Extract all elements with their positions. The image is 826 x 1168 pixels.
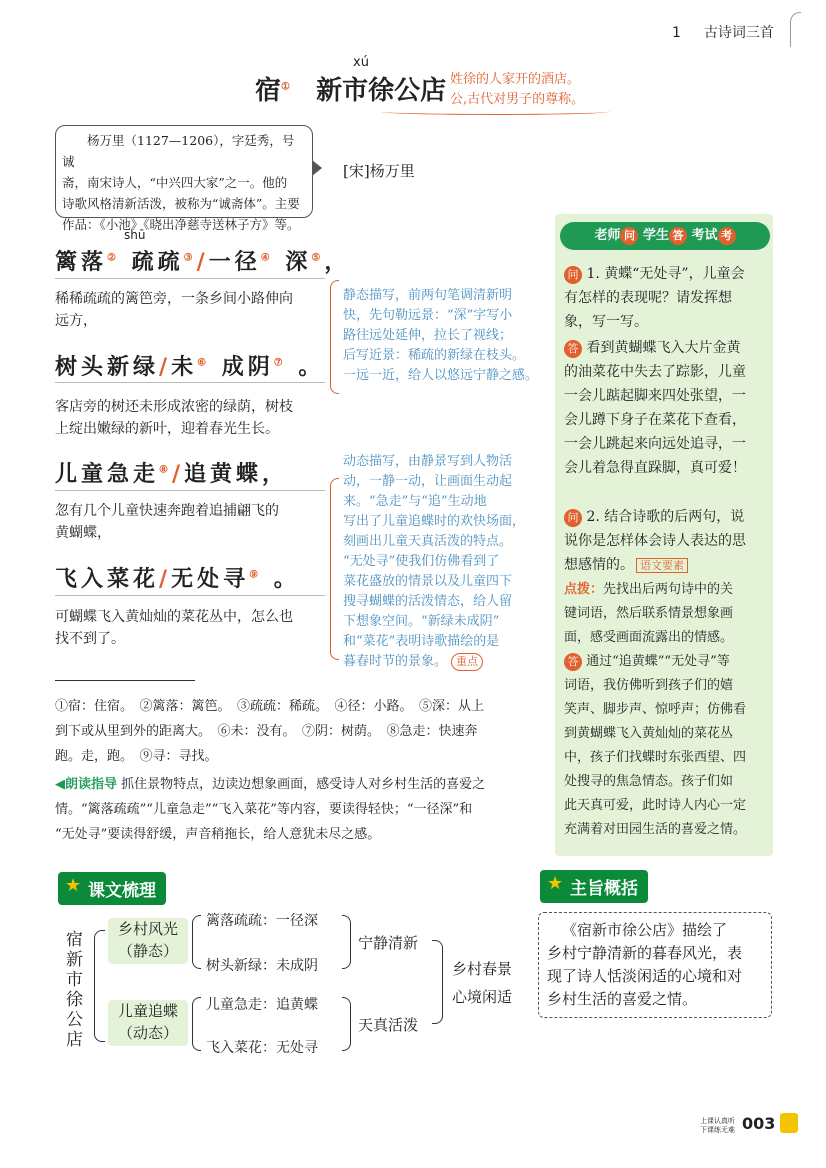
note-static bbox=[343, 286, 548, 386]
qa-header bbox=[560, 222, 770, 250]
question-1-row1 bbox=[564, 262, 769, 286]
line1-mark-3: ③ bbox=[183, 252, 197, 264]
line2-translation-b: 上绽出嫩绿的新叶，迎着春光生长。 bbox=[55, 421, 279, 437]
line4-translation-b: 找不到了。 bbox=[55, 631, 125, 647]
summary-tag-label: 主旨概括 bbox=[570, 879, 638, 899]
summary-line3: 现了诗人恬淡闲适的心境和对 bbox=[547, 967, 743, 985]
outline-item-3: 儿童急走：追黄蝶 bbox=[206, 997, 318, 1013]
title-pinyin: xú bbox=[353, 55, 369, 70]
line1-slash: / bbox=[196, 249, 209, 275]
line4-translation-a: 可蝴蝶飞入黄灿灿的菜花丛中，怎么也 bbox=[55, 609, 293, 625]
footnote-line3: 跑。走，跑。 ⑨寻：寻找。 bbox=[55, 749, 218, 764]
line2-part-c: 成阴 bbox=[221, 354, 274, 380]
note-dynamic-5: 刻画出儿童天真活泼的特点。 bbox=[343, 534, 513, 549]
title-footnote-mark: ① bbox=[281, 81, 290, 93]
note-dynamic-9: 下想象空间。“新绿未成阴” bbox=[343, 614, 500, 629]
note-dynamic-1: 动态描写，由静景写到人物活 bbox=[343, 454, 513, 469]
line4-part-a: 飞入菜花 bbox=[55, 566, 160, 592]
question-1-line2: 有怎样的表现呢？请发挥想 bbox=[564, 290, 732, 306]
line1-translation-a: 稀稀疏疏的篱笆旁，一条乡间小路伸向 bbox=[55, 291, 293, 307]
item34-brace bbox=[342, 997, 351, 1051]
group2-sub: （动态） bbox=[117, 1024, 178, 1042]
line2-punct: 。 bbox=[298, 354, 325, 380]
note-dynamic-10: 和“菜花”表明诗歌描绘的是 bbox=[343, 634, 500, 649]
page-number: 003 bbox=[742, 1114, 776, 1133]
question-1-icon: 问 bbox=[564, 266, 582, 284]
line3-part-a: 儿童急走 bbox=[55, 461, 160, 487]
note-dynamic bbox=[343, 452, 548, 672]
item12-brace bbox=[342, 915, 351, 969]
line3-rule bbox=[55, 490, 325, 491]
answer-2-icon: 答 bbox=[564, 653, 582, 671]
poem-line-2 bbox=[55, 350, 324, 381]
outline-group-2 bbox=[108, 1000, 188, 1046]
ask-icon: 问 bbox=[620, 227, 638, 245]
reading-guide-line1: 抓住景物特点，边读边想象画面，感受诗人对乡村生活的喜爱之 bbox=[121, 777, 486, 792]
poem-line-1 bbox=[55, 245, 350, 276]
author-box-line2: 斋，南宋诗人，“中兴四大家”之一。他的 bbox=[62, 175, 288, 190]
note-dynamic-7: 菜花盛放的情景以及儿童四下 bbox=[343, 574, 513, 589]
note-static-5: 一远一近，给人以悠远宁静之感。 bbox=[343, 368, 539, 383]
chinese-element-tag: 语文要素 bbox=[636, 558, 688, 573]
line4-rule bbox=[55, 595, 325, 596]
question-1 bbox=[564, 262, 769, 334]
footer-slogan-2: 下课练无难 bbox=[700, 1126, 735, 1134]
qa-header-teacher: 老师 bbox=[594, 228, 621, 243]
answer-1-line4: 会儿蹲下身子在菜花下查看， bbox=[564, 412, 746, 428]
tip-line2: 键词语，然后联系情景想象画 bbox=[564, 606, 734, 621]
reading-guide-line2: 情。“篱落疏疏”“儿童急走”“飞入菜花”等内容，要读得轻快；“一径深”和 bbox=[55, 802, 473, 817]
title-note-line1: 姓徐的人家开的酒店。 bbox=[450, 72, 581, 87]
note-dynamic-2: 动，一静一动，让画面生动起 bbox=[343, 474, 513, 489]
line2-part-b: 未 bbox=[171, 354, 198, 380]
question-2 bbox=[564, 505, 769, 578]
answer-2-line6: 处搜寻的焦急情态。孩子们如 bbox=[564, 774, 734, 789]
note2-bracket bbox=[330, 478, 339, 660]
tip-row1 bbox=[564, 578, 769, 602]
line2-slash: / bbox=[159, 354, 172, 380]
question-2-line1: 2. 结合诗歌的后两句，说 bbox=[586, 509, 745, 525]
reading-guide-line3: “无处寻”要读得舒缓，声音稍拖长，给人意犹未尽之感。 bbox=[55, 827, 381, 842]
line3-translation-b: 黄蝴蝶， bbox=[55, 525, 111, 541]
line1-rule bbox=[55, 278, 325, 279]
question-1-line1: 1. 黄蝶“无处寻”，儿童会 bbox=[586, 266, 745, 282]
author-box-pointer bbox=[312, 160, 322, 176]
tip-line1: 先找出后两句诗中的关 bbox=[603, 582, 734, 597]
footnotes bbox=[55, 694, 545, 769]
note-static-1: 静态描写，前两句笔调清新明 bbox=[343, 288, 513, 303]
note-static-4: 后写近景：稀疏的新绿在枝头。 bbox=[343, 348, 526, 363]
note-dynamic-3: 来。“急走”与“追”生动地 bbox=[343, 494, 487, 509]
line4-punct: 。 bbox=[273, 566, 300, 592]
outline-final-a: 乡村春景 bbox=[452, 960, 513, 978]
tip bbox=[564, 578, 769, 650]
outline-final-b: 心境闲适 bbox=[452, 988, 513, 1006]
star-icon: ★ bbox=[65, 875, 82, 896]
answer-1-line5: 一会儿跳起来向远处追寻，一 bbox=[564, 436, 746, 452]
title-note-line2: 公,古代对男子的尊称。 bbox=[450, 92, 585, 107]
line1-translation bbox=[55, 288, 325, 332]
answer-2-line3: 笑声、脚步声、惊呼声；仿佛看 bbox=[564, 702, 747, 717]
answer-2-line5: 中，孩子们找蝶时东张西望、四 bbox=[564, 750, 747, 765]
line3-part-b: 追黄蝶 bbox=[184, 461, 263, 487]
author-box-line3: 诗歌风格清新活泼，被称为“诚斋体”。主要 bbox=[62, 196, 300, 211]
footnote-line1: ①宿：住宿。 ②篱落：篱笆。 ③疏疏：稀疏。 ④径：小路。 ⑤深：从上 bbox=[55, 699, 485, 714]
footnote-rule bbox=[55, 680, 195, 681]
question-2-line3: 想感情的。 bbox=[564, 557, 634, 573]
speaker-icon: ◀ bbox=[55, 777, 65, 792]
poem-title bbox=[255, 70, 446, 107]
group1-brace bbox=[192, 915, 201, 969]
question-2-row3 bbox=[564, 553, 769, 578]
outline-item-1: 篱落疏疏：一径深 bbox=[206, 913, 318, 929]
line3-slash: / bbox=[171, 461, 185, 487]
outline-group-1 bbox=[108, 918, 188, 964]
answer-2 bbox=[564, 650, 769, 842]
answer-1-line3: 一会儿踮起脚来四处张望，一 bbox=[564, 388, 746, 404]
line1-part-a: 篱落 bbox=[55, 249, 108, 275]
note-static-2: 快，先句勒远景：“深”字写小 bbox=[343, 308, 513, 323]
outline-item-2: 树头新绿：未成阴 bbox=[206, 958, 318, 974]
question-2-icon: 问 bbox=[564, 509, 582, 527]
footer-slogan-1: 上课认真听 bbox=[700, 1117, 735, 1125]
line2-translation-a: 客店旁的树还未形成浓密的绿荫，树枝 bbox=[55, 399, 293, 415]
poem-line-4 bbox=[55, 562, 300, 593]
author-box-line4: 作品：《小池》《晓出净慈寺送林子方》等。 bbox=[62, 217, 300, 232]
answer-1-line2: 的油菜花中失去了踪影，儿童 bbox=[564, 364, 746, 380]
summary-box bbox=[538, 912, 772, 1018]
answer-2-line2: 词语，我仿佛听到孩子们的嬉 bbox=[564, 678, 734, 693]
answer-2-line7: 此天真可爱，此时诗人内心一定 bbox=[564, 798, 747, 813]
outline-tag bbox=[58, 872, 166, 905]
question-2-line2: 说你是怎样体会诗人表达的思 bbox=[564, 533, 746, 549]
footer-slogan bbox=[700, 1117, 735, 1135]
group1-sub: （静态） bbox=[117, 942, 178, 960]
group2-title: 儿童追蝶 bbox=[117, 1002, 178, 1020]
summary-line4: 乡村生活的喜爱之情。 bbox=[547, 990, 698, 1008]
note-dynamic-6: “无处寻”使我们仿佛看到了 bbox=[343, 554, 500, 569]
header-corner bbox=[790, 12, 801, 47]
line2-translation bbox=[55, 396, 325, 440]
answer-2-line8: 充满着对田园生活的喜爱之情。 bbox=[564, 822, 747, 837]
line3-mark-8: ⑧ bbox=[159, 464, 172, 476]
line3-translation bbox=[55, 500, 325, 544]
title-text: 新市徐公店 bbox=[316, 76, 447, 106]
title-underline bbox=[380, 108, 610, 115]
group1-title: 乡村风光 bbox=[117, 920, 178, 938]
title-char-su: 宿 bbox=[255, 76, 282, 106]
outline-item-4: 飞入菜花：无处寻 bbox=[206, 1040, 318, 1056]
answer-1 bbox=[564, 336, 769, 480]
note-dynamic-8: 搜寻蝴蝶的活泼情态，给人留 bbox=[343, 594, 513, 609]
line3-punct: ， bbox=[262, 461, 289, 487]
line1-part-b: 疏疏 bbox=[131, 249, 184, 275]
answer-1-line6: 会儿着急得直跺脚，真可爱！ bbox=[564, 460, 746, 476]
reading-guide-row1 bbox=[55, 772, 545, 797]
answer-icon: 答 bbox=[669, 227, 687, 245]
note-dynamic-11: 暮春时节的景象。 bbox=[343, 654, 448, 669]
line1-part-d: 深 bbox=[285, 249, 312, 275]
page-header-title: 古诗词三首 bbox=[703, 25, 774, 41]
tip-label: 点拨： bbox=[564, 582, 604, 597]
key-point-tag: 重点 bbox=[451, 653, 483, 671]
line1-punct: ， bbox=[324, 249, 351, 275]
title-note bbox=[450, 70, 584, 110]
answer-2-line4: 到黄蝴蝶飞入黄灿灿的菜花丛 bbox=[564, 726, 734, 741]
outline-final bbox=[452, 955, 512, 1011]
line1-mark-4: ④ bbox=[260, 252, 274, 264]
author-box bbox=[55, 125, 313, 232]
line4-translation bbox=[55, 606, 325, 650]
answer-1-row1 bbox=[564, 336, 769, 360]
note-dynamic-4: 写出了儿童追蝶时的欢快场面， bbox=[343, 514, 526, 529]
author: [宋]杨万里 bbox=[343, 162, 415, 180]
line1-translation-b: 远方， bbox=[55, 313, 97, 329]
summary-tag bbox=[540, 870, 648, 903]
line2-rule bbox=[55, 382, 325, 383]
page-header-number: 1 bbox=[672, 25, 681, 41]
poem-line-3 bbox=[55, 457, 288, 488]
page-header bbox=[672, 22, 774, 42]
result-brace bbox=[432, 940, 443, 1024]
tip-line3: 面，感受画面流露出的情感。 bbox=[564, 630, 734, 645]
question-1-line3: 象，写一写。 bbox=[564, 314, 648, 330]
line4-mark-9: ⑨ bbox=[249, 569, 263, 581]
line3-translation-a: 忽有几个儿童快速奔跑着追捕翩飞的 bbox=[55, 503, 279, 519]
line4-part-b: 无处寻 bbox=[171, 566, 250, 592]
footnote-line2: 到下或从里到外的距离大。 ⑥未：没有。 ⑦阴：树荫。 ⑧急走：快速奔 bbox=[55, 724, 478, 739]
outline-result-2: 天真活泼 bbox=[358, 1016, 419, 1034]
outline-root-brace bbox=[94, 930, 105, 1042]
qa-header-exam: 考试 bbox=[691, 228, 718, 243]
author-box-line1: 杨万里（1127—1206），字廷秀，号诚 bbox=[62, 133, 295, 169]
outline-result-1: 宁静清新 bbox=[358, 934, 419, 952]
line2-mark-6: ⑥ bbox=[197, 357, 211, 369]
answer-2-row1 bbox=[564, 650, 769, 674]
answer-2-line1: 通过“追黄蝶”“无处寻”等 bbox=[586, 654, 730, 669]
line1-mark-2: ② bbox=[107, 252, 120, 264]
question-2-row1 bbox=[564, 505, 769, 529]
outline-root: 宿新市徐公店 bbox=[66, 930, 83, 1050]
reading-guide bbox=[55, 772, 545, 847]
summary-line1: 《宿新市徐公店》描绘了 bbox=[562, 921, 728, 939]
line4-slash: / bbox=[159, 566, 172, 592]
answer-1-icon: 答 bbox=[564, 340, 582, 358]
exam-icon: 考 bbox=[718, 227, 736, 245]
footer-badge bbox=[780, 1113, 798, 1133]
line1-pinyin: shū bbox=[124, 228, 146, 242]
line1-part-c: 一径 bbox=[208, 249, 261, 275]
reading-guide-label: 朗读指导 bbox=[65, 777, 118, 792]
outline-tag-label: 课文梳理 bbox=[88, 881, 156, 901]
line2-mark-7: ⑦ bbox=[273, 357, 287, 369]
group2-brace bbox=[192, 997, 201, 1051]
line1-mark-5: ⑤ bbox=[311, 252, 325, 264]
note1-bracket bbox=[330, 280, 339, 394]
qa-header-student: 学生 bbox=[642, 228, 669, 243]
line2-part-a: 树头新绿 bbox=[55, 354, 160, 380]
summary-line2: 乡村宁静清新的暮春风光，表 bbox=[547, 944, 743, 962]
answer-1-line1: 看到黄蝴蝶飞入大片金黄 bbox=[586, 340, 741, 356]
star-icon: ★ bbox=[547, 873, 564, 894]
note-static-3: 路往远处延伸，拉长了视线； bbox=[343, 328, 513, 343]
note-dynamic-11-row bbox=[343, 652, 548, 672]
